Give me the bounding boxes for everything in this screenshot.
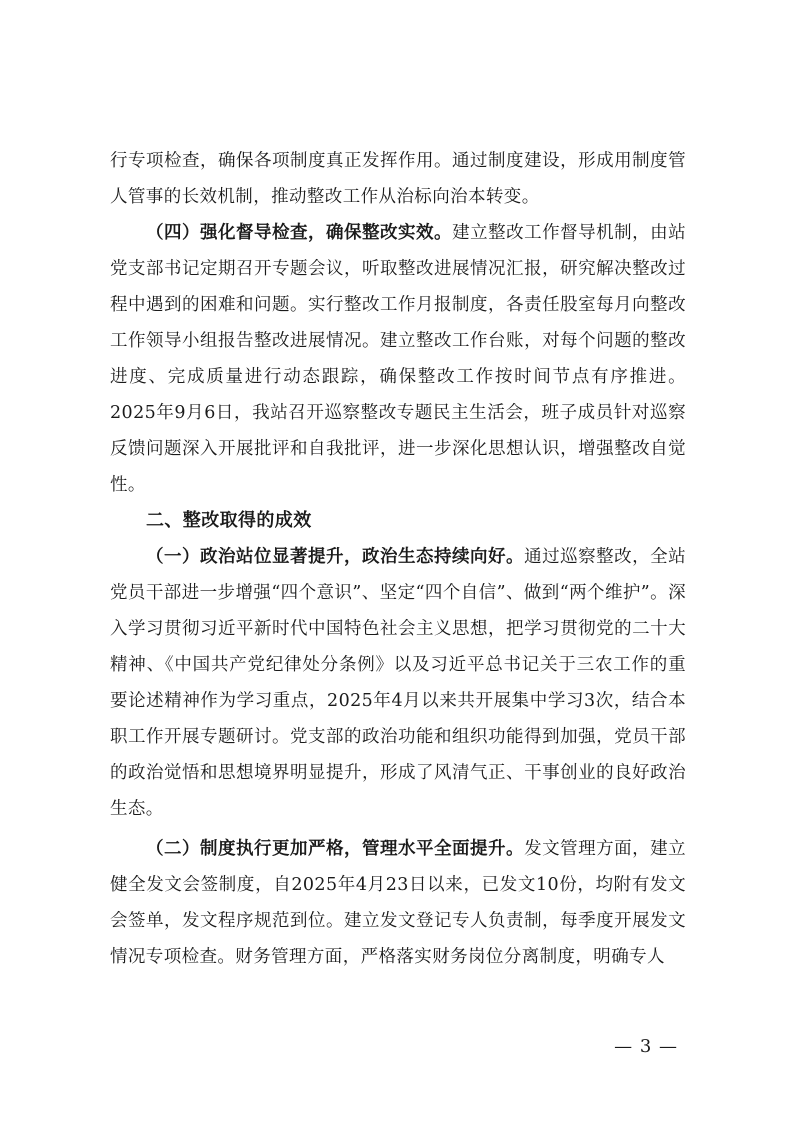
document-page [110,143,686,975]
paragraph-text: 建立整改工作督导机制，由站党支部书记定期召开专题会议，听取整改进展情况汇报，研究解决整改过程中遇到的困难和问题。实行整改工作月报制度，各责任股室每月向整改工作领导小组报告整改进展情况。建立整改工作台账，对每个问题的整改进度、完成质量进行动态跟踪，确保整改工作按时间节点有序推进。2025年9月6日，我站召开巡察整改专题民主生活会，班子成员针对巡察反馈问题深入开展批评和自我批评，进一步深化思想认识，增强整改自觉性。 [110,223,686,495]
page-number: — 3 — [614,1036,678,1057]
paragraph-achievement-two [110,831,686,975]
paragraph-continuation [110,143,686,215]
paragraph-text: 发文管理方面，建立健全发文会签制度，自2025年4月23日以来，已发文10份，均附有发文会签单，发文程序规范到位。建立发文登记专人负责制，每季度开展发文情况专项检查。财务管理方面，严格落实财务岗位分离制度，明确专人 [110,839,686,967]
paragraph-lead: （四）强化督导检查，确保整改实效。 [146,223,453,243]
paragraph-text: 通过巡察整改，全站党员干部进一步增强“四个意识”、坚定“四个自信”、做到“两个维护”。深入学习贯彻习近平新时代中国特色社会主义思想，把学习贯彻党的二十大精神、《中国共产党纪律处分条例》以及习近平总书记关于三农工作的重要论述精神作为学习重点，2025年4月以来共开展集中学习3次，结合本职工作开展专题研讨。党支部的政治功能和组织功能得到加强，党员干部的政治觉悟和思想境界明显提升，形成了风清气正、干事创业的良好政治生态。 [110,547,686,819]
paragraph-lead: （二）制度执行更加严格，管理水平全面提升。 [146,839,525,859]
paragraph-section-four [110,215,686,503]
paragraph-achievement-one [110,539,686,827]
section-heading: 二、整改取得的成效 [146,510,312,531]
paragraph-text: 行专项检查，确保各项制度真正发挥作用。通过制度建设，形成用制度管人管事的长效机制，推动整改工作从治标向治本转变。 [110,151,686,207]
paragraph-lead: （一）政治站位显著提升，政治生态持续向好。 [146,547,525,567]
